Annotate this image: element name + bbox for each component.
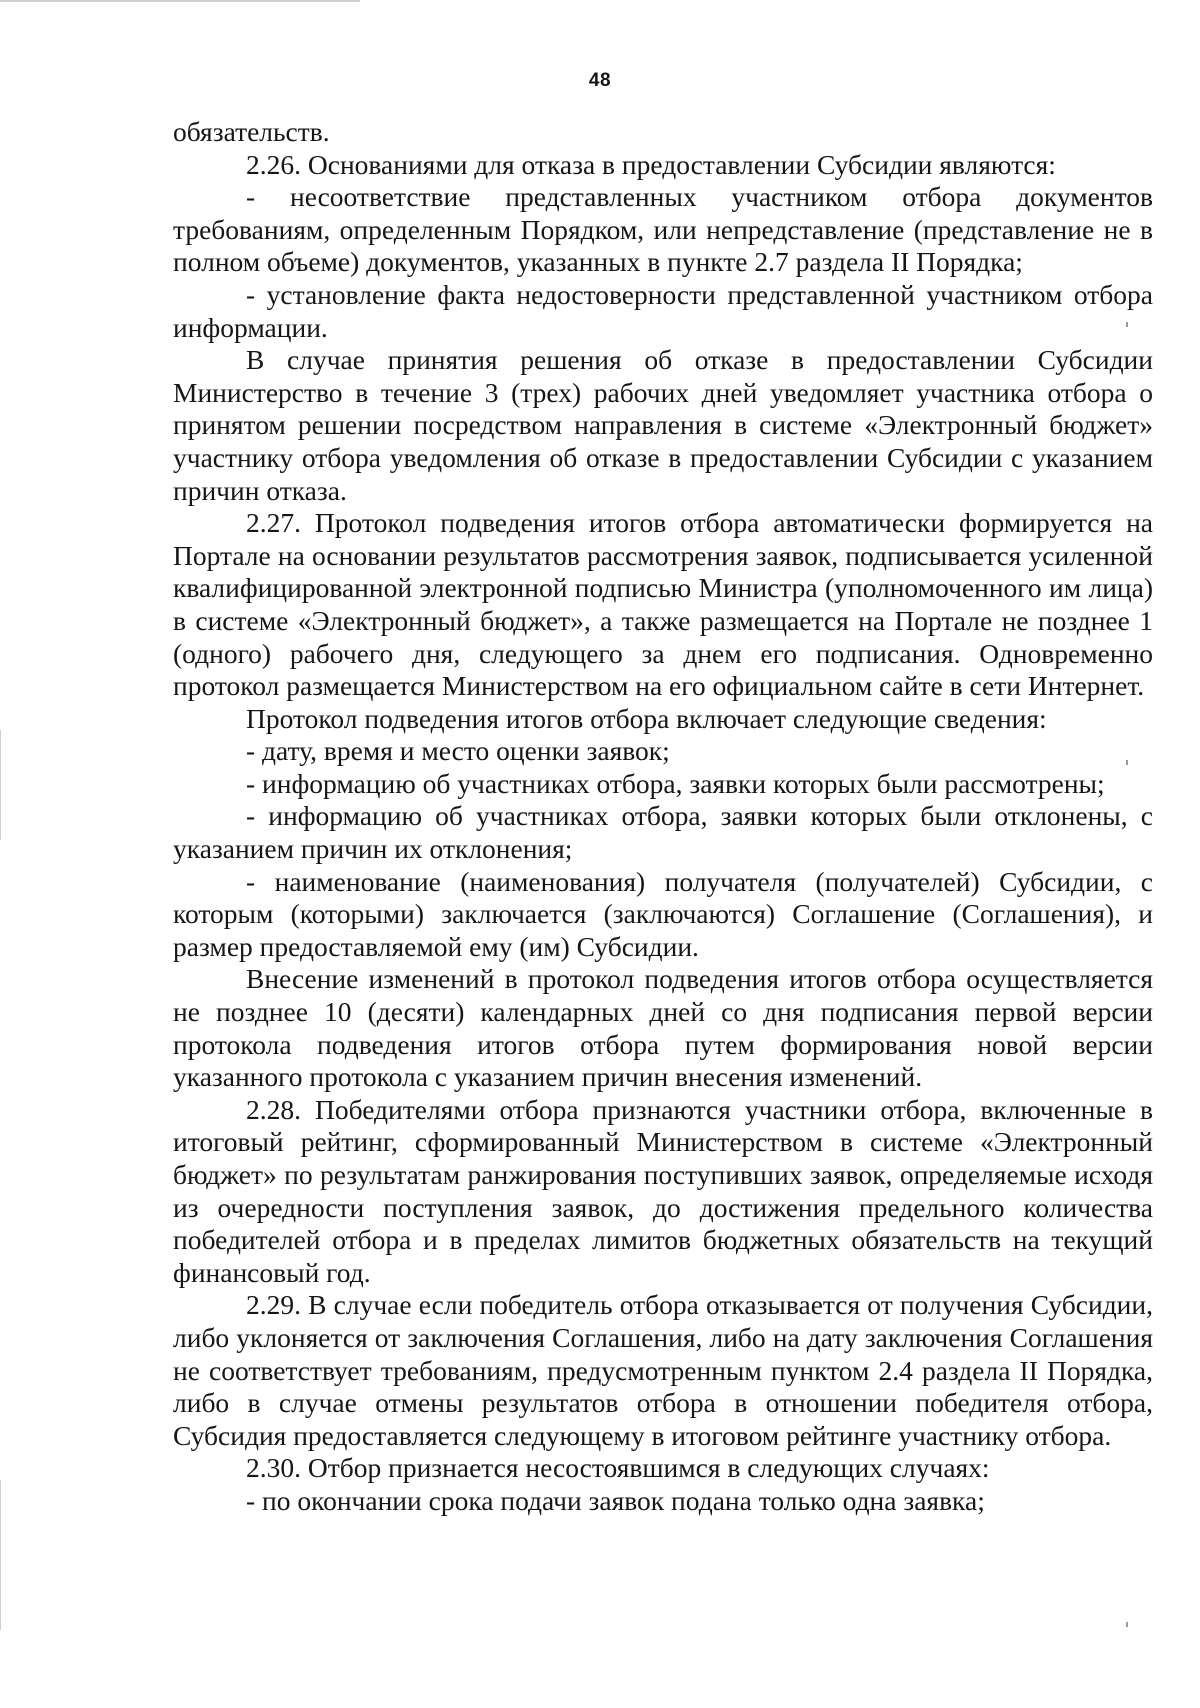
paragraph-continuation: обязательств. [173,116,330,147]
scan-edge-left [0,730,1,840]
scan-edge-top [0,0,360,2]
paragraph-2-28: 2.28. Победителями отбора признаются участники отбора, включенные в итоговый рейтинг, сформированный Министерством в системе «Электронный бюджет» по результатам ранжирования поступивших заявок, определяемые исходя из очередности поступления заявок, до достижения предельного количества победителей отбора и в пределах лимитов бюджетных обязательств на текущий финансовый год. [173,1093,1153,1288]
list-item-rejected: - информацию об участниках отбора, заявки которых были отклонены, с указанием причин их отклонения; [173,800,1153,865]
paragraph-2-30: 2.30. Отбор признается несостоявшимся в следующих случаях: [246,1452,990,1484]
paragraph-protocol-contents: Протокол подведения итогов отбора включает следующие сведения: [246,702,1047,734]
paragraph-2-29: 2.29. В случае если победитель отбора отказывается от получения Субсидии, либо уклоняется от заключения Соглашения, либо на дату заключения Соглашения не соответствует требованиям, предусмотренным пунктом 2.4 раздела II Порядка, либо в случае отмены результатов отбора в отношении победителя отбора, Субсидия предоставляется следующему в итоговом рейтинге участнику отбора. [173,1289,1153,1451]
list-item-recipients: - наименование (наименования) получателя (получателей) Субсидии, с которым (которыми) заключается (заключаются) Соглашение (Соглашения), и размер предоставляемой ему (им) Субсидии. [173,865,1153,962]
paragraph-refusal-notice: В случае принятия решения об отказе в предоставлении Субсидии Министерство в течение 3 (трех) рабочих дней уведомляет участника отбора о принятом решении посредством направления в системе «Электронный бюджет» участнику отбора уведомления об отказе в предоставлении Субсидии с указанием причин отказа. [173,344,1153,506]
document-body [173,116,1153,1518]
list-item-date-time: - дату, время и место оценки заявок; [246,735,670,767]
paragraph-protocol-changes: Внесение изменений в протокол подведения итогов отбора осуществляется не позднее 10 (десяти) календарных дней со дня подписания первой версии протокола подведения итогов отбора путем формирования новой версии указанного протокола с указанием причин внесения изменений. [173,963,1153,1093]
scan-speck [1126,1622,1128,1627]
list-item-nonconformity: - несоответствие представленных участником отбора документов требованиям, определенным Порядком, или непредставление (представление не в полном объеме) документов, указанных в пункте 2.7 раздела II Порядка; [173,181,1153,278]
list-item-single-application: - по окончании срока подачи заявок подана только одна заявка; [246,1484,985,1516]
list-item-unreliable-info: - установление факта недостоверности представленной участником отбора информации. [173,278,1153,343]
paragraph-2-26: 2.26. Основаниями для отказа в предоставлении Субсидии являются: [246,148,1056,180]
list-item-reviewed: - информацию об участниках отбора, заявки которых были рассмотрены; [246,767,1105,799]
paragraph-2-27: 2.27. Протокол подведения итогов отбора автоматически формируется на Портале на основании результатов рассмотрения заявок, подписывается усиленной квалифицированной электронной подписью Министра (уполномоченного им лица) в системе «Электронный бюджет», а также размещается на Портале не позднее 1 (одного) рабочего дня, следующего за днем его подписания. Одновременно протокол размещается Министерством на его официальном сайте в сети Интернет. [173,507,1153,702]
scan-edge-left-lower [0,1480,1,1630]
page-number: 48 [588,70,612,91]
